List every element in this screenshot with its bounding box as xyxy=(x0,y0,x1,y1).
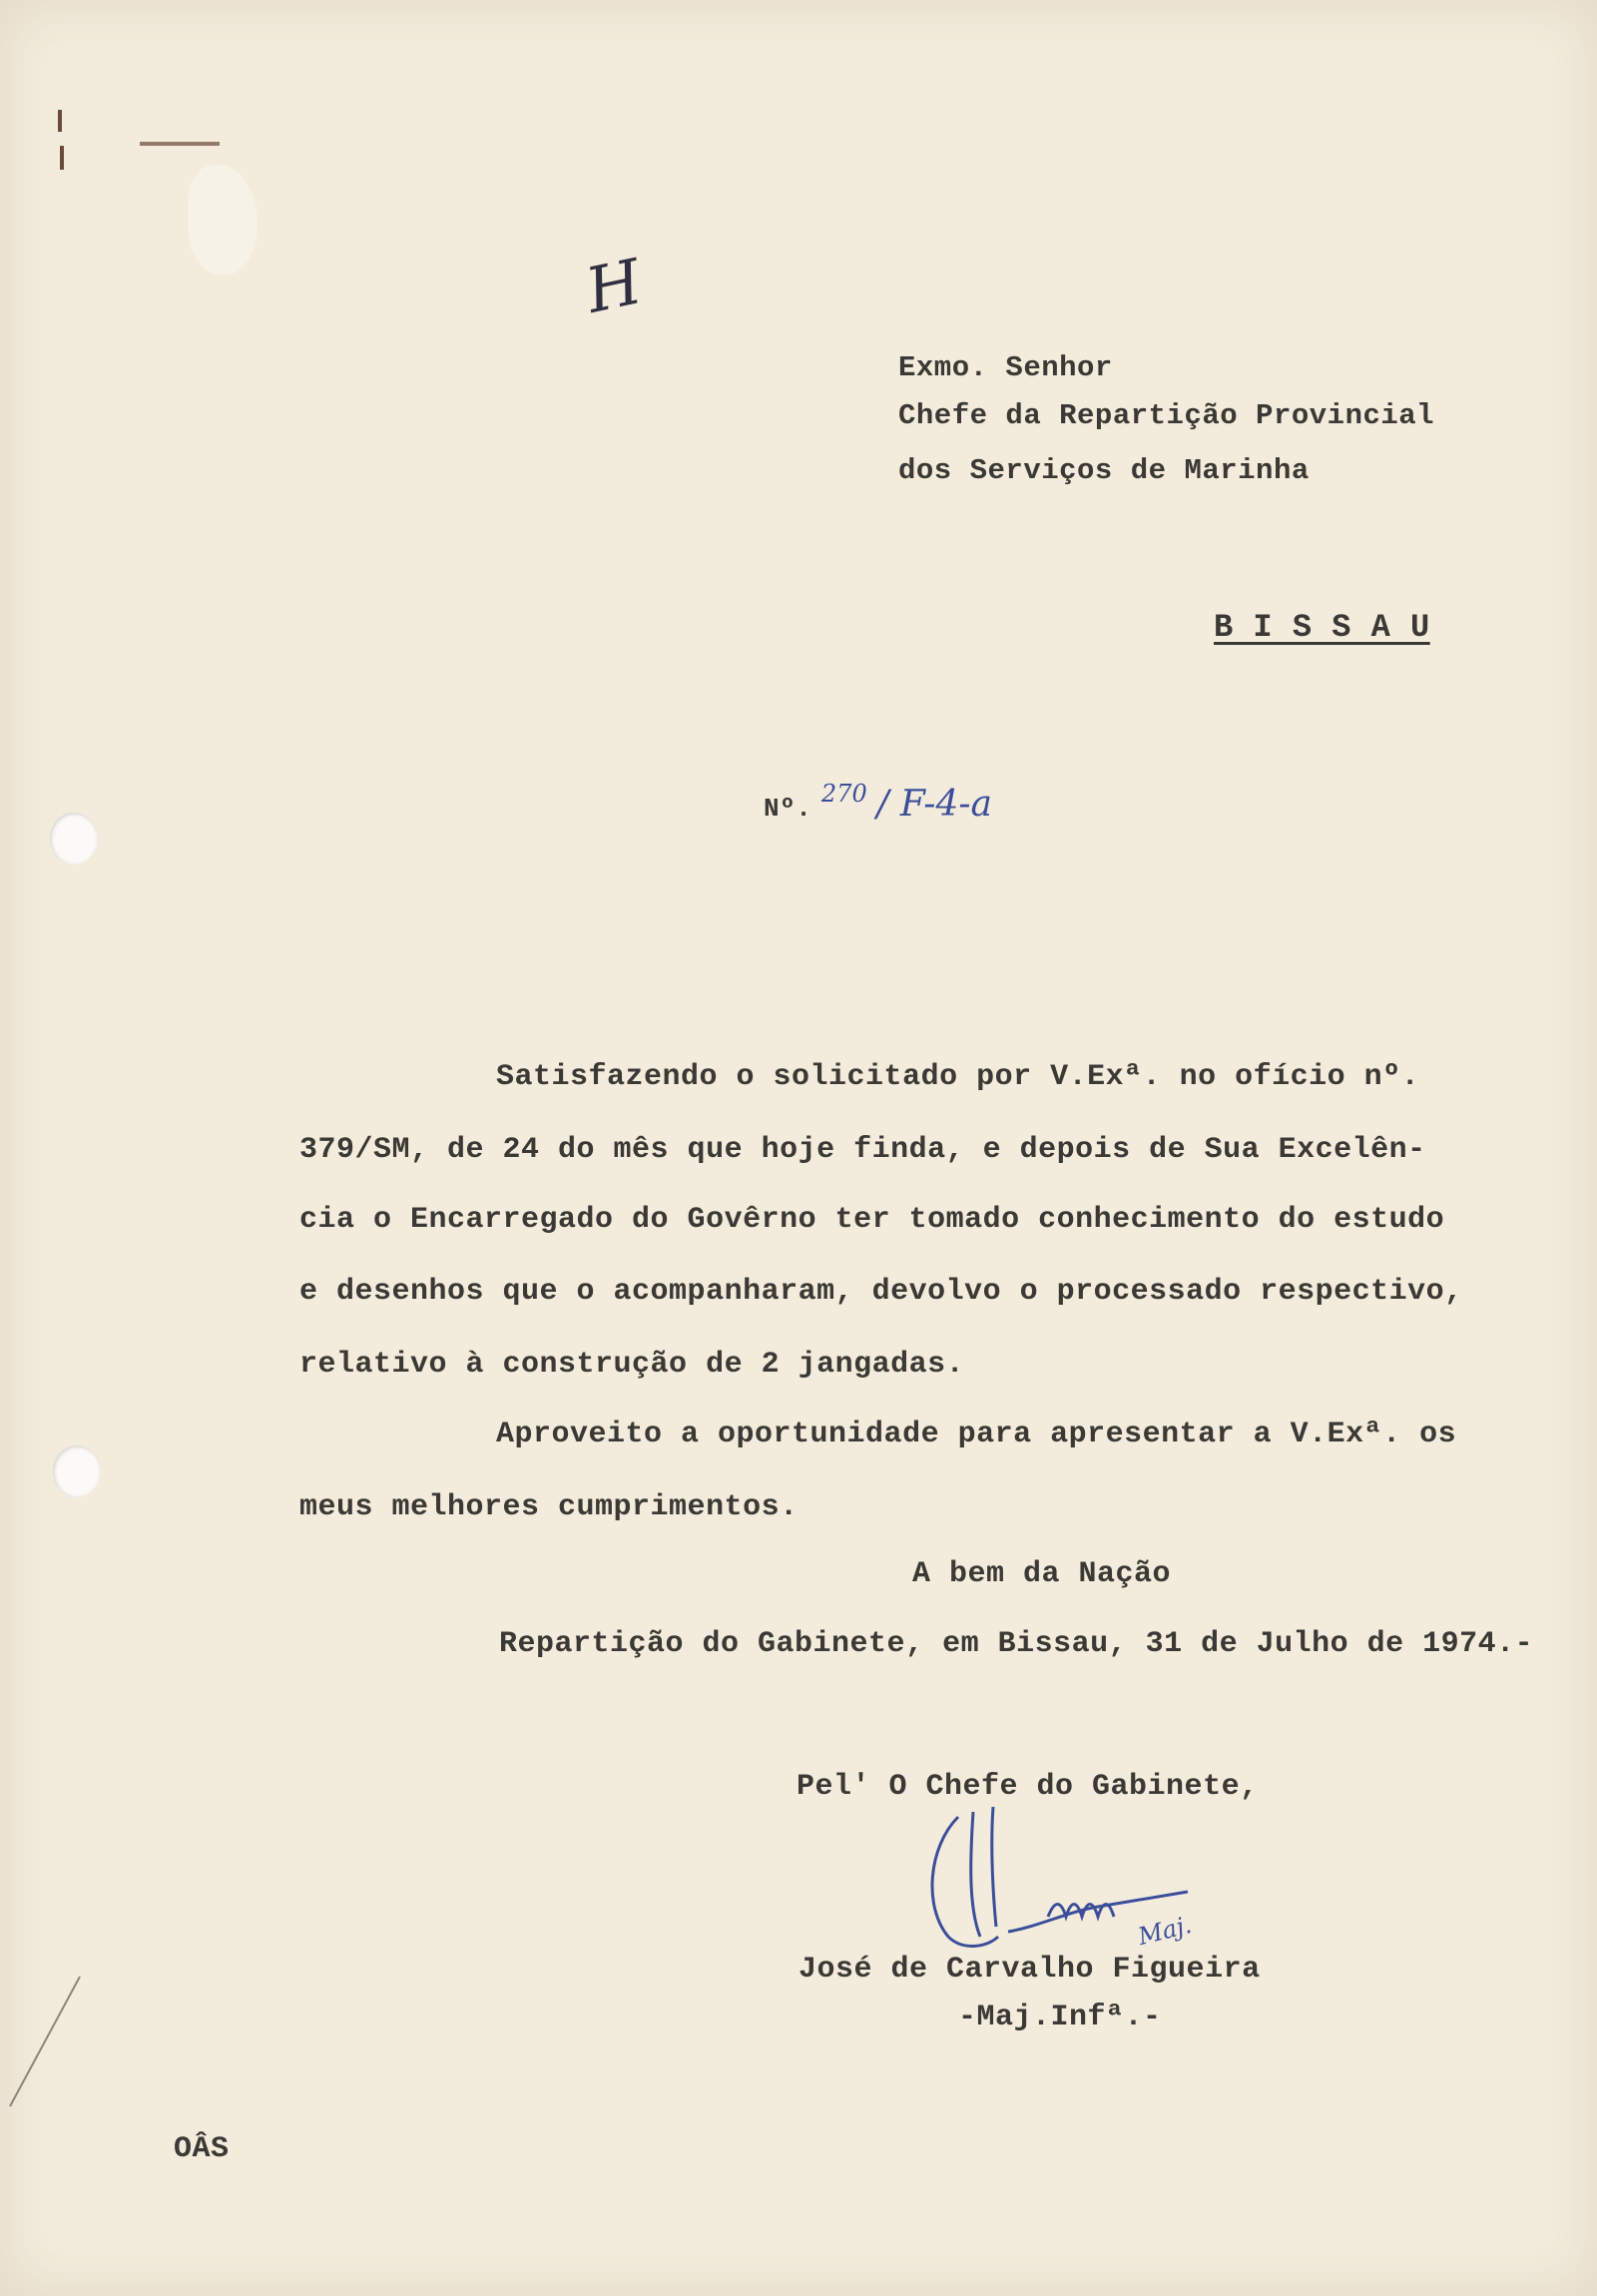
punch-hole xyxy=(50,813,98,864)
body-p1-line-4: e desenhos que o acompanharam, devolvo o processado respectivo, xyxy=(299,1275,1463,1309)
addressee-line-2: Chefe da Repartição Provincial xyxy=(898,399,1435,432)
reference-handwritten-number: 270 xyxy=(820,780,867,808)
body-p1-line-2: 379/SM, de 24 do mês que hoje finda, e depois de Sua Excelên- xyxy=(299,1133,1426,1167)
place-and-date: Repartição do Gabinete, em Bissau, 31 de Julho de 1974.- xyxy=(499,1627,1534,1661)
body-p1-line-1: Satisfazendo o solicitado por V.Exª. no ofício nº. xyxy=(496,1060,1420,1094)
handwritten-signature xyxy=(898,1787,1238,1967)
addressee-city: B I S S A U xyxy=(1214,609,1430,646)
edge-mark xyxy=(140,142,220,146)
tear-mark xyxy=(188,165,258,275)
signature-handwritten-rank: Maj. xyxy=(1135,1910,1195,1952)
edge-mark xyxy=(60,146,64,170)
addressee-line-1: Exmo. Senhor xyxy=(898,351,1113,384)
edge-mark xyxy=(58,110,62,132)
handwritten-mark: H xyxy=(580,245,649,327)
body-p1-line-3: cia o Encarregado do Govêrno ter tomado conhecimento do estudo xyxy=(299,1203,1445,1237)
body-p1-line-5: relativo à construção de 2 jangadas. xyxy=(299,1348,965,1382)
signature-typed-name: José de Carvalho Figueira xyxy=(798,1953,1261,1987)
reference-prefix: Nº. xyxy=(764,794,812,824)
punch-hole xyxy=(53,1445,101,1497)
body-p2-line-2: meus melhores cumprimentos. xyxy=(299,1490,798,1524)
reference-handwritten-code: / F-4-a xyxy=(876,784,992,825)
signature-for-line: Pel' O Chefe do Gabinete, xyxy=(797,1770,1259,1804)
pencil-stroke xyxy=(0,1967,90,2116)
footer-initials: OÂS xyxy=(174,2132,230,2166)
signature-typed-rank: -Maj.Infª.- xyxy=(958,2001,1162,2034)
reference-number xyxy=(764,780,992,825)
closing-salutation: A bem da Nação xyxy=(912,1557,1172,1591)
addressee-line-3: dos Serviços de Marinha xyxy=(898,454,1310,487)
body-p2-line-1: Aproveito a oportunidade para apresentar a V.Exª. os xyxy=(496,1418,1457,1451)
